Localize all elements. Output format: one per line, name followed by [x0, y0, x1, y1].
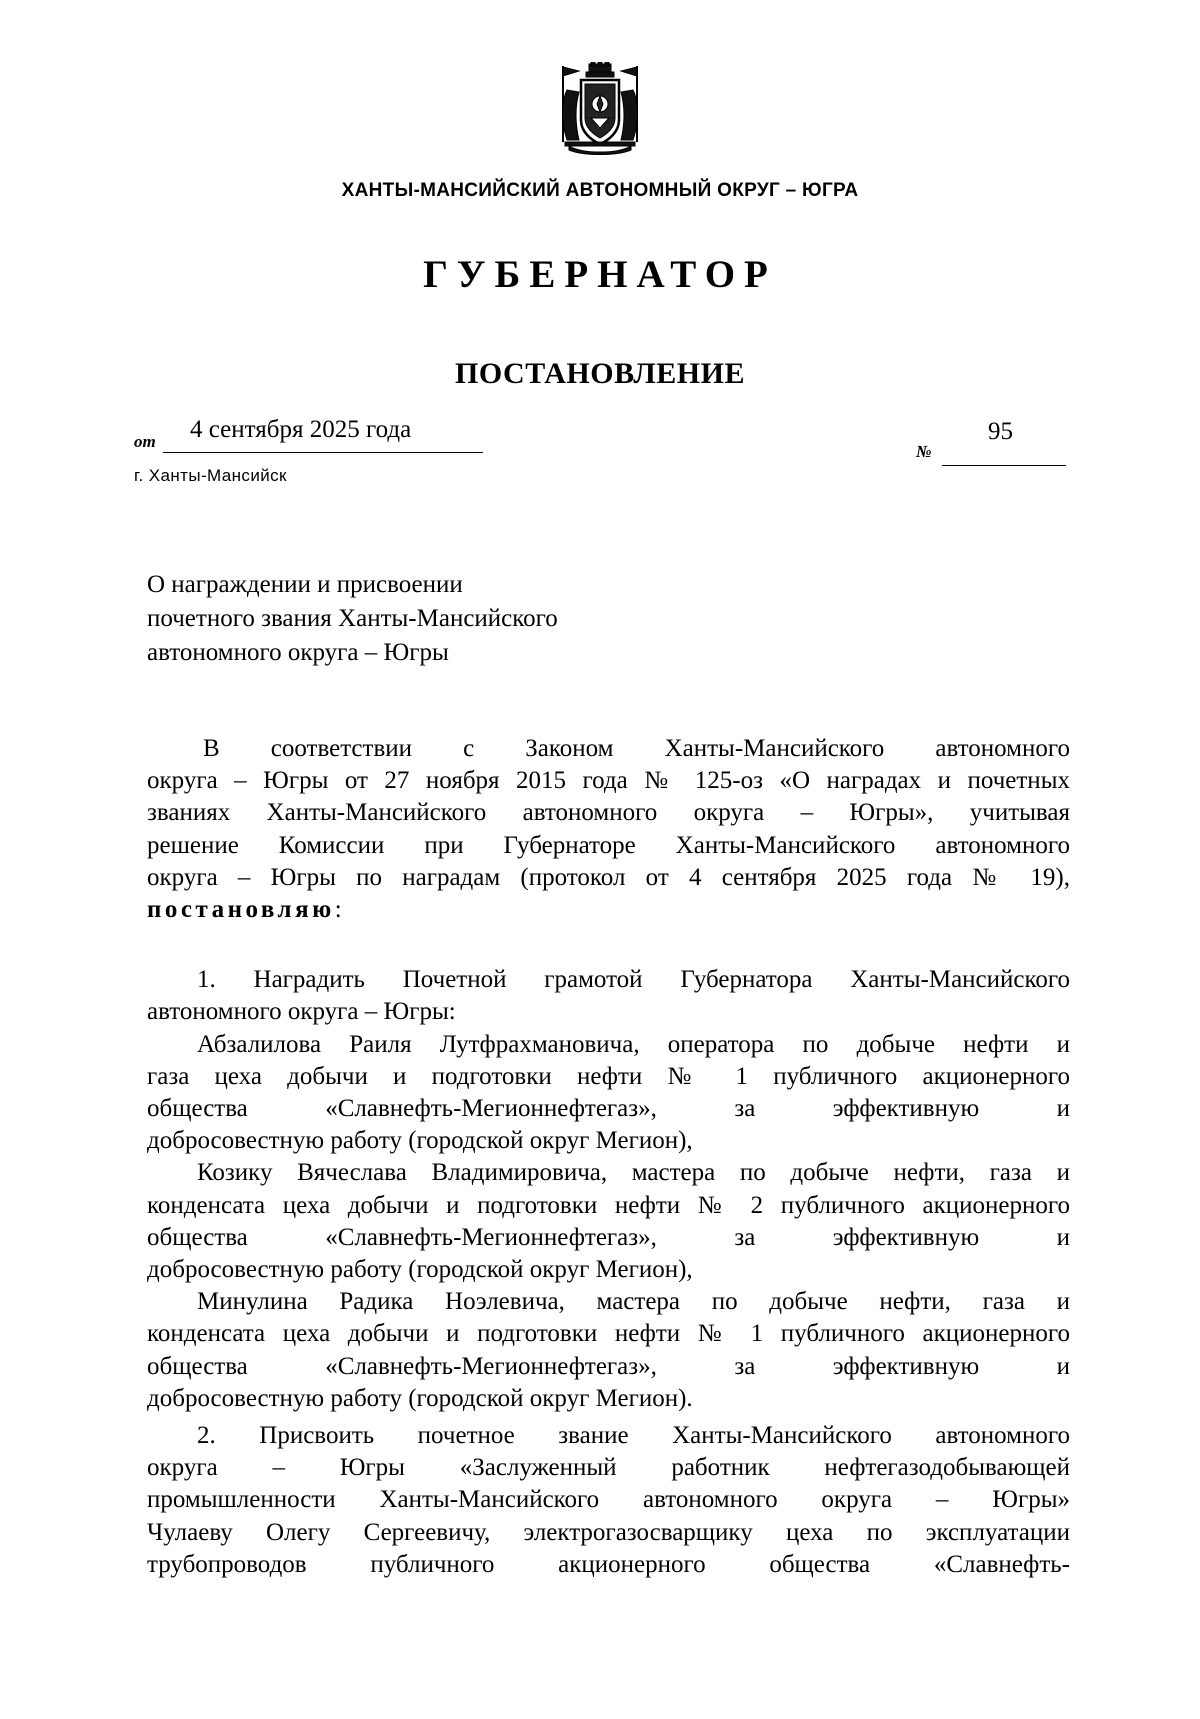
body-line: общества «Славнефть-Мегионнефтегаз», за эффективную и — [147, 1223, 1070, 1251]
body-line: Чулаеву Олегу Сергеевичу, электрогазосварщику цеха по эксплуатации — [147, 1518, 1070, 1546]
coat-of-arms-emblem — [553, 62, 647, 156]
subject-line: почетного звания Ханты-Мансийского — [147, 605, 558, 632]
awardee-1 — [147, 1029, 1070, 1158]
body-line: общества «Славнефть-Мегионнефтегаз», за эффективную и — [147, 1095, 1070, 1123]
body-line: 2. Присвоить почетное звание Ханты-Мансийского автономного — [197, 1422, 1070, 1450]
body-line: газа цеха добычи и подготовки нефти № 1 публичного акционерного — [147, 1062, 1070, 1090]
document-subject — [147, 568, 558, 670]
document-date: 4 сентября 2025 года — [190, 416, 412, 443]
body-line: Абзалилова Раиля Лутфрахмановича, оператора по добыче нефти и — [197, 1030, 1070, 1058]
body-line: добросовестную работу (городской округ Мегион). — [147, 1384, 693, 1412]
item-2 — [147, 1420, 1070, 1581]
issue-city: г. Ханты-Мансийск — [134, 466, 287, 485]
number-underline — [942, 465, 1066, 466]
document-number: 95 — [988, 418, 1013, 445]
body-line: добросовестную работу (городской округ Мегион), — [147, 1127, 693, 1155]
document-type: ПОСТАНОВЛЕНИЕ — [455, 357, 745, 390]
resolve-colon: : — [334, 896, 342, 924]
spacer — [147, 926, 1070, 964]
body-line: Минулина Радика Ноэлевича, мастера по добыче нефти, газа и — [197, 1288, 1070, 1316]
body-line: конденсата цеха добычи и подготовки нефти № 1 публичного акционерного — [147, 1320, 1070, 1348]
body-line: общества «Славнефть-Мегионнефтегаз», за эффективную и — [147, 1352, 1070, 1380]
governor-title: ГУБЕРНАТОР — [423, 253, 777, 296]
body-line: 1. Наградить Почетной грамотой Губернатора Ханты-Мансийского — [197, 966, 1070, 994]
number-prefix: № — [916, 442, 932, 461]
date-prefix: от — [134, 432, 156, 451]
subject-line: О награждении и присвоении — [147, 571, 463, 598]
region-title: ХАНТЫ-МАНСИЙСКИЙ АВТОНОМНЫЙ ОКРУГ – ЮГРА — [341, 180, 859, 201]
body-line: округа – Югры по наградам (протокол от 4 сентября 2025 года № 19), — [147, 863, 1070, 891]
body-line: Козику Вячеслава Владимировича, мастера по добыче нефти, газа и — [197, 1159, 1070, 1187]
body-line: промышленности Ханты-Мансийского автономного округа – Югры» — [147, 1486, 1070, 1514]
document-body — [147, 733, 1070, 1581]
body-line: званиях Ханты-Мансийского автономного округа – Югры», учитывая — [147, 799, 1070, 827]
body-line: конденсата цеха добычи и подготовки нефти № 2 публичного акционерного — [147, 1191, 1070, 1219]
awardee-2 — [147, 1157, 1070, 1286]
resolve-line — [147, 894, 1070, 926]
body-line: решение Комиссии при Губернаторе Ханты-Мансийского автономного — [147, 831, 1070, 859]
body-line: В соответствии с Законом Ханты-Мансийского автономного — [203, 735, 1070, 762]
resolve-word: постановляю — [147, 896, 335, 924]
date-underline — [163, 452, 483, 453]
preamble — [147, 733, 1070, 926]
subject-line: автономного округа – Югры — [147, 639, 449, 666]
body-line: округа – Югры «Заслуженный работник нефтегазодобывающей — [147, 1454, 1070, 1482]
awardee-3 — [147, 1286, 1070, 1415]
body-line: автономного округа – Югры: — [147, 998, 456, 1026]
body-line: добросовестную работу (городской округ Мегион), — [147, 1256, 693, 1284]
body-line: трубопроводов публичного акционерного общества «Славнефть- — [147, 1550, 1070, 1578]
item-1 — [147, 964, 1070, 1028]
body-line: округа – Югры от 27 ноября 2015 года № 125-оз «О наградах и почетных — [147, 767, 1070, 795]
